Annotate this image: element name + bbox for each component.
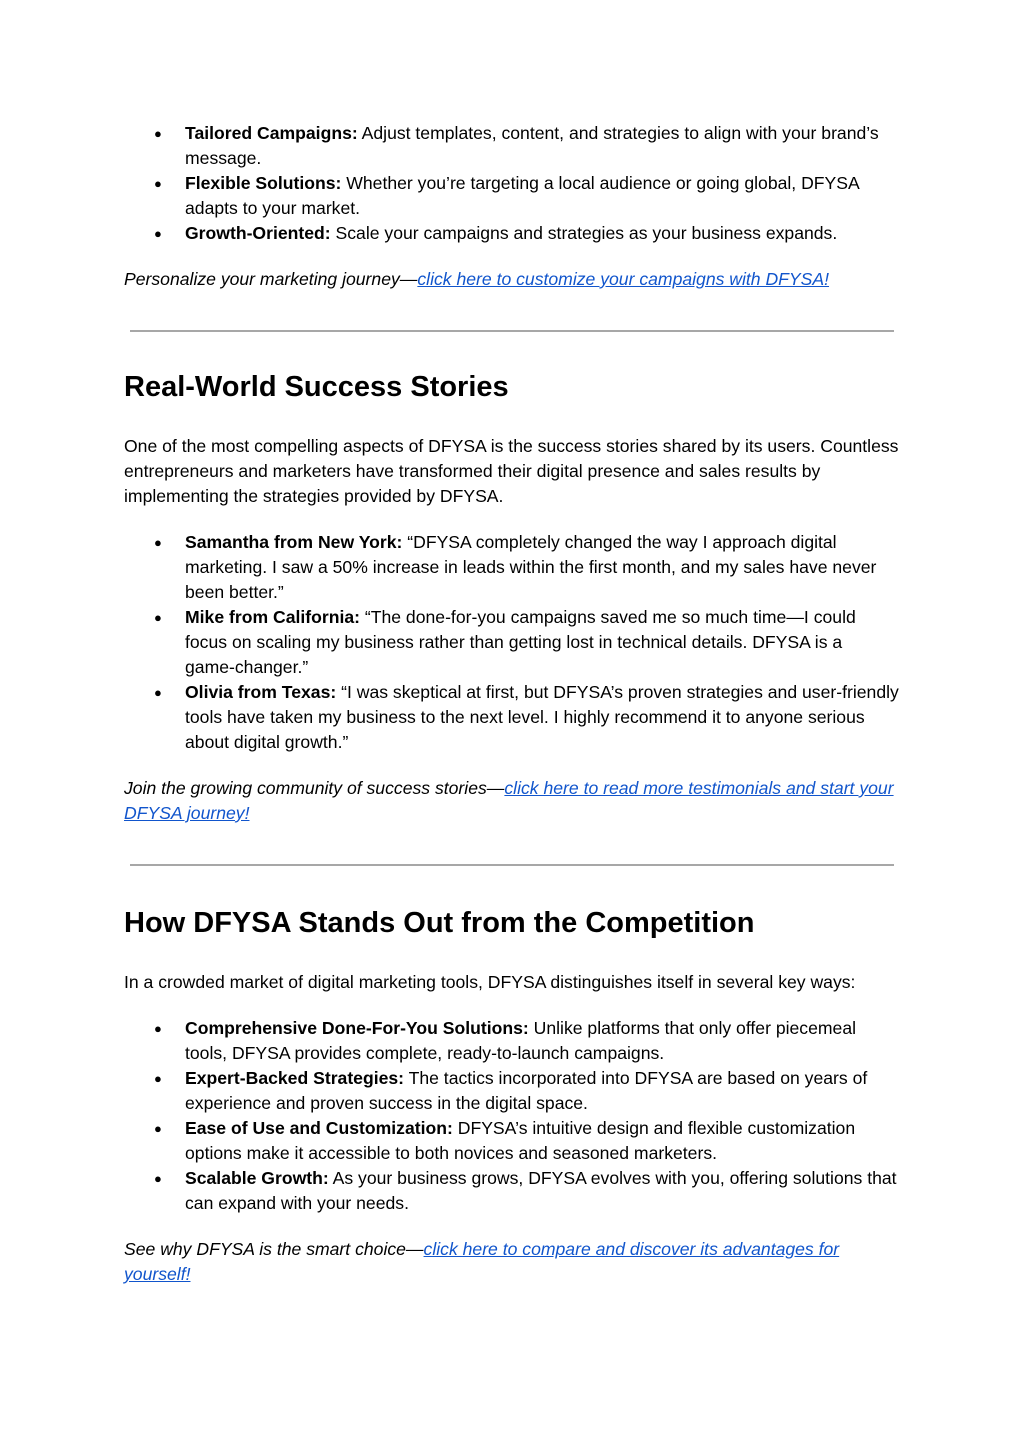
competition-intro: In a crowded market of digital marketing tools, DFYSA distinguishes itself in several key ways: [124, 972, 856, 992]
section-heading-competition: How DFYSA Stands Out from the Competition [124, 907, 755, 939]
list-item [124, 1116, 900, 1166]
list-item [124, 1016, 900, 1066]
list-item-lead: Comprehensive Done‑For‑You Solutions: [185, 1018, 529, 1038]
success-stories-intro: One of the most compelling aspects of DFYSA is the success stories shared by its users. Countless entrepreneurs and marketers have transformed their digital presence and sales results by implementing the strategies provided by DFYSA. [124, 436, 899, 506]
list-item [124, 1066, 900, 1116]
customization-list [124, 121, 900, 246]
list-item-text: Whether you’re targeting a local audience or going global, DFYSA adapts to your market. [185, 173, 859, 218]
section-divider [130, 864, 894, 866]
list-item-text: “The done‑for‑you campaigns saved me so much time—I could focus on scaling my business rather than getting lost in technical details. DFYSA is a game‑changer.” [185, 607, 856, 677]
list-item [124, 530, 900, 605]
testimonials-list [124, 530, 900, 755]
customize-cta [124, 267, 900, 292]
list-item-text: Adjust templates, content, and strategies to align with your brand’s message. [185, 123, 879, 168]
list-item-text: Scale your campaigns and strategies as your business expands. [330, 223, 838, 243]
list-item-lead: Scalable Growth: [185, 1168, 329, 1188]
list-item-text: “I was skeptical at first, but DFYSA’s proven strategies and user‑friendly tools have taken my business to the next level. I highly recommend it to anyone serious about digital growth.” [185, 682, 899, 752]
list-item-text: Unlike platforms that only offer piecemeal tools, DFYSA provides complete, ready‑to‑launch campaigns. [185, 1018, 857, 1063]
list-item [124, 221, 900, 246]
section-heading-success-stories: Real‑World Success Stories [124, 371, 509, 403]
document-page [124, 121, 900, 1287]
list-item [124, 680, 900, 755]
list-item-lead: Expert‑Backed Strategies: [185, 1068, 405, 1088]
list-item [124, 1166, 900, 1216]
list-item [124, 121, 900, 171]
list-item-lead: Flexible Solutions: [185, 173, 342, 193]
section-divider [130, 330, 894, 332]
list-item-lead: Ease of Use and Customization: [185, 1118, 453, 1138]
testimonials-cta [124, 776, 900, 826]
compare-advantages-link[interactable]: click here to compare and discover its advantages for yourself! [124, 1239, 840, 1284]
list-item [124, 171, 900, 221]
list-item-text: DFYSA’s intuitive design and flexible customization options make it accessible to both novices and seasoned marketers. [185, 1118, 856, 1163]
read-testimonials-link[interactable]: click here to read more testimonials and start your DFYSA journey! [124, 778, 894, 823]
list-item-text: “DFYSA completely changed the way I approach digital marketing. I saw a 50% increase in leads within the first month, and my sales have never been better.” [185, 532, 877, 602]
cta-text: Join the growing community of success stories— [124, 778, 505, 798]
cta-text: See why DFYSA is the smart choice— [124, 1239, 424, 1259]
customize-campaigns-link[interactable]: click here to customize your campaigns with DFYSA! [417, 269, 830, 289]
list-item-lead: Mike from California: [185, 607, 360, 627]
list-item-lead: Olivia from Texas: [185, 682, 337, 702]
advantages-list [124, 1016, 900, 1216]
cta-text: Personalize your marketing journey— [124, 269, 418, 289]
list-item-text: As your business grows, DFYSA evolves with you, offering solutions that can expand with your needs. [185, 1168, 897, 1213]
list-item-lead: Tailored Campaigns: [185, 123, 358, 143]
list-item-lead: Samantha from New York: [185, 532, 403, 552]
compare-cta [124, 1237, 900, 1287]
list-item-text: The tactics incorporated into DFYSA are based on years of experience and proven success in the digital space. [185, 1068, 868, 1113]
list-item-lead: Growth‑Oriented: [185, 223, 331, 243]
list-item [124, 605, 900, 680]
